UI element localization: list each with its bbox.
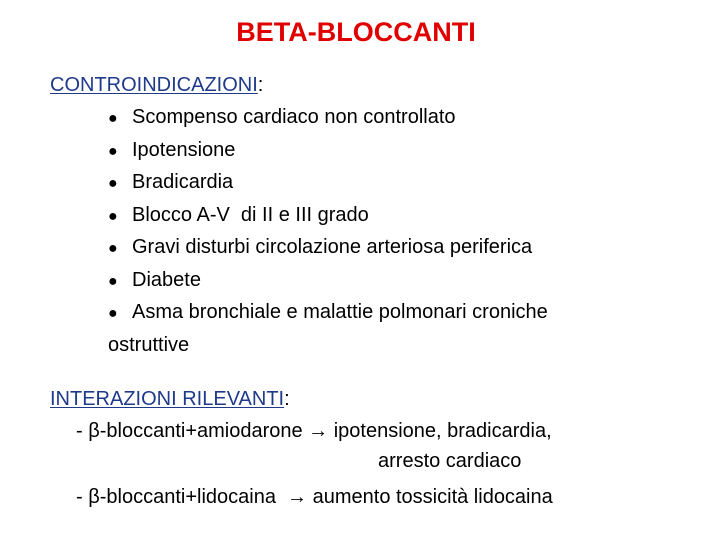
bullet-icon: ● bbox=[108, 272, 118, 290]
interactions-heading-colon: : bbox=[284, 388, 290, 410]
list-item-text: Ipotensione bbox=[132, 138, 236, 161]
list-item bbox=[108, 297, 548, 330]
list-item bbox=[108, 102, 548, 135]
contraindications-heading-colon: : bbox=[257, 74, 264, 96]
bullet-icon: ● bbox=[108, 207, 118, 225]
contraindications-list bbox=[108, 102, 548, 361]
bullet-icon: ● bbox=[108, 240, 118, 257]
list-item bbox=[108, 200, 548, 233]
bullet-icon: ● bbox=[108, 175, 118, 192]
list-item bbox=[108, 135, 548, 168]
list-item-text: Scompenso cardiaco non controllato bbox=[132, 106, 456, 128]
list-item-text: Blocco A-V di II e III grado bbox=[132, 203, 369, 226]
list-item-text: Diabete bbox=[132, 268, 201, 291]
list-item-text: Bradicardia bbox=[132, 171, 234, 193]
interaction-lidocaina: - β-bloccanti+lidocaina → aumento tossicità lidocaina bbox=[76, 486, 553, 508]
interactions-heading-link[interactable]: INTERAZIONI RILEVANTI bbox=[50, 388, 285, 410]
interaction-amiodarone-continuation: arresto cardiaco bbox=[378, 450, 522, 472]
bullet-icon: ● bbox=[108, 110, 118, 127]
list-item-text: Gravi disturbi circolazione arteriosa periferica bbox=[132, 236, 533, 258]
list-item bbox=[108, 232, 548, 265]
list-item bbox=[108, 265, 548, 298]
interactions-heading bbox=[50, 384, 290, 414]
list-item-continuation: ostruttive bbox=[108, 333, 190, 356]
contraindications-heading bbox=[50, 70, 263, 100]
contraindications-heading-link[interactable]: CONTROINDICAZIONI bbox=[50, 74, 258, 96]
bullet-icon: ● bbox=[108, 142, 118, 160]
interaction-amiodarone: - β-bloccanti+amiodarone → ipotensione, bradicardia, bbox=[76, 420, 552, 442]
list-item bbox=[108, 167, 548, 200]
list-item-text: Asma bronchiale e malattie polmonari croniche bbox=[132, 301, 548, 323]
page-title: BETA-BLOCCANTI bbox=[236, 17, 476, 47]
bullet-icon: ● bbox=[108, 305, 118, 322]
